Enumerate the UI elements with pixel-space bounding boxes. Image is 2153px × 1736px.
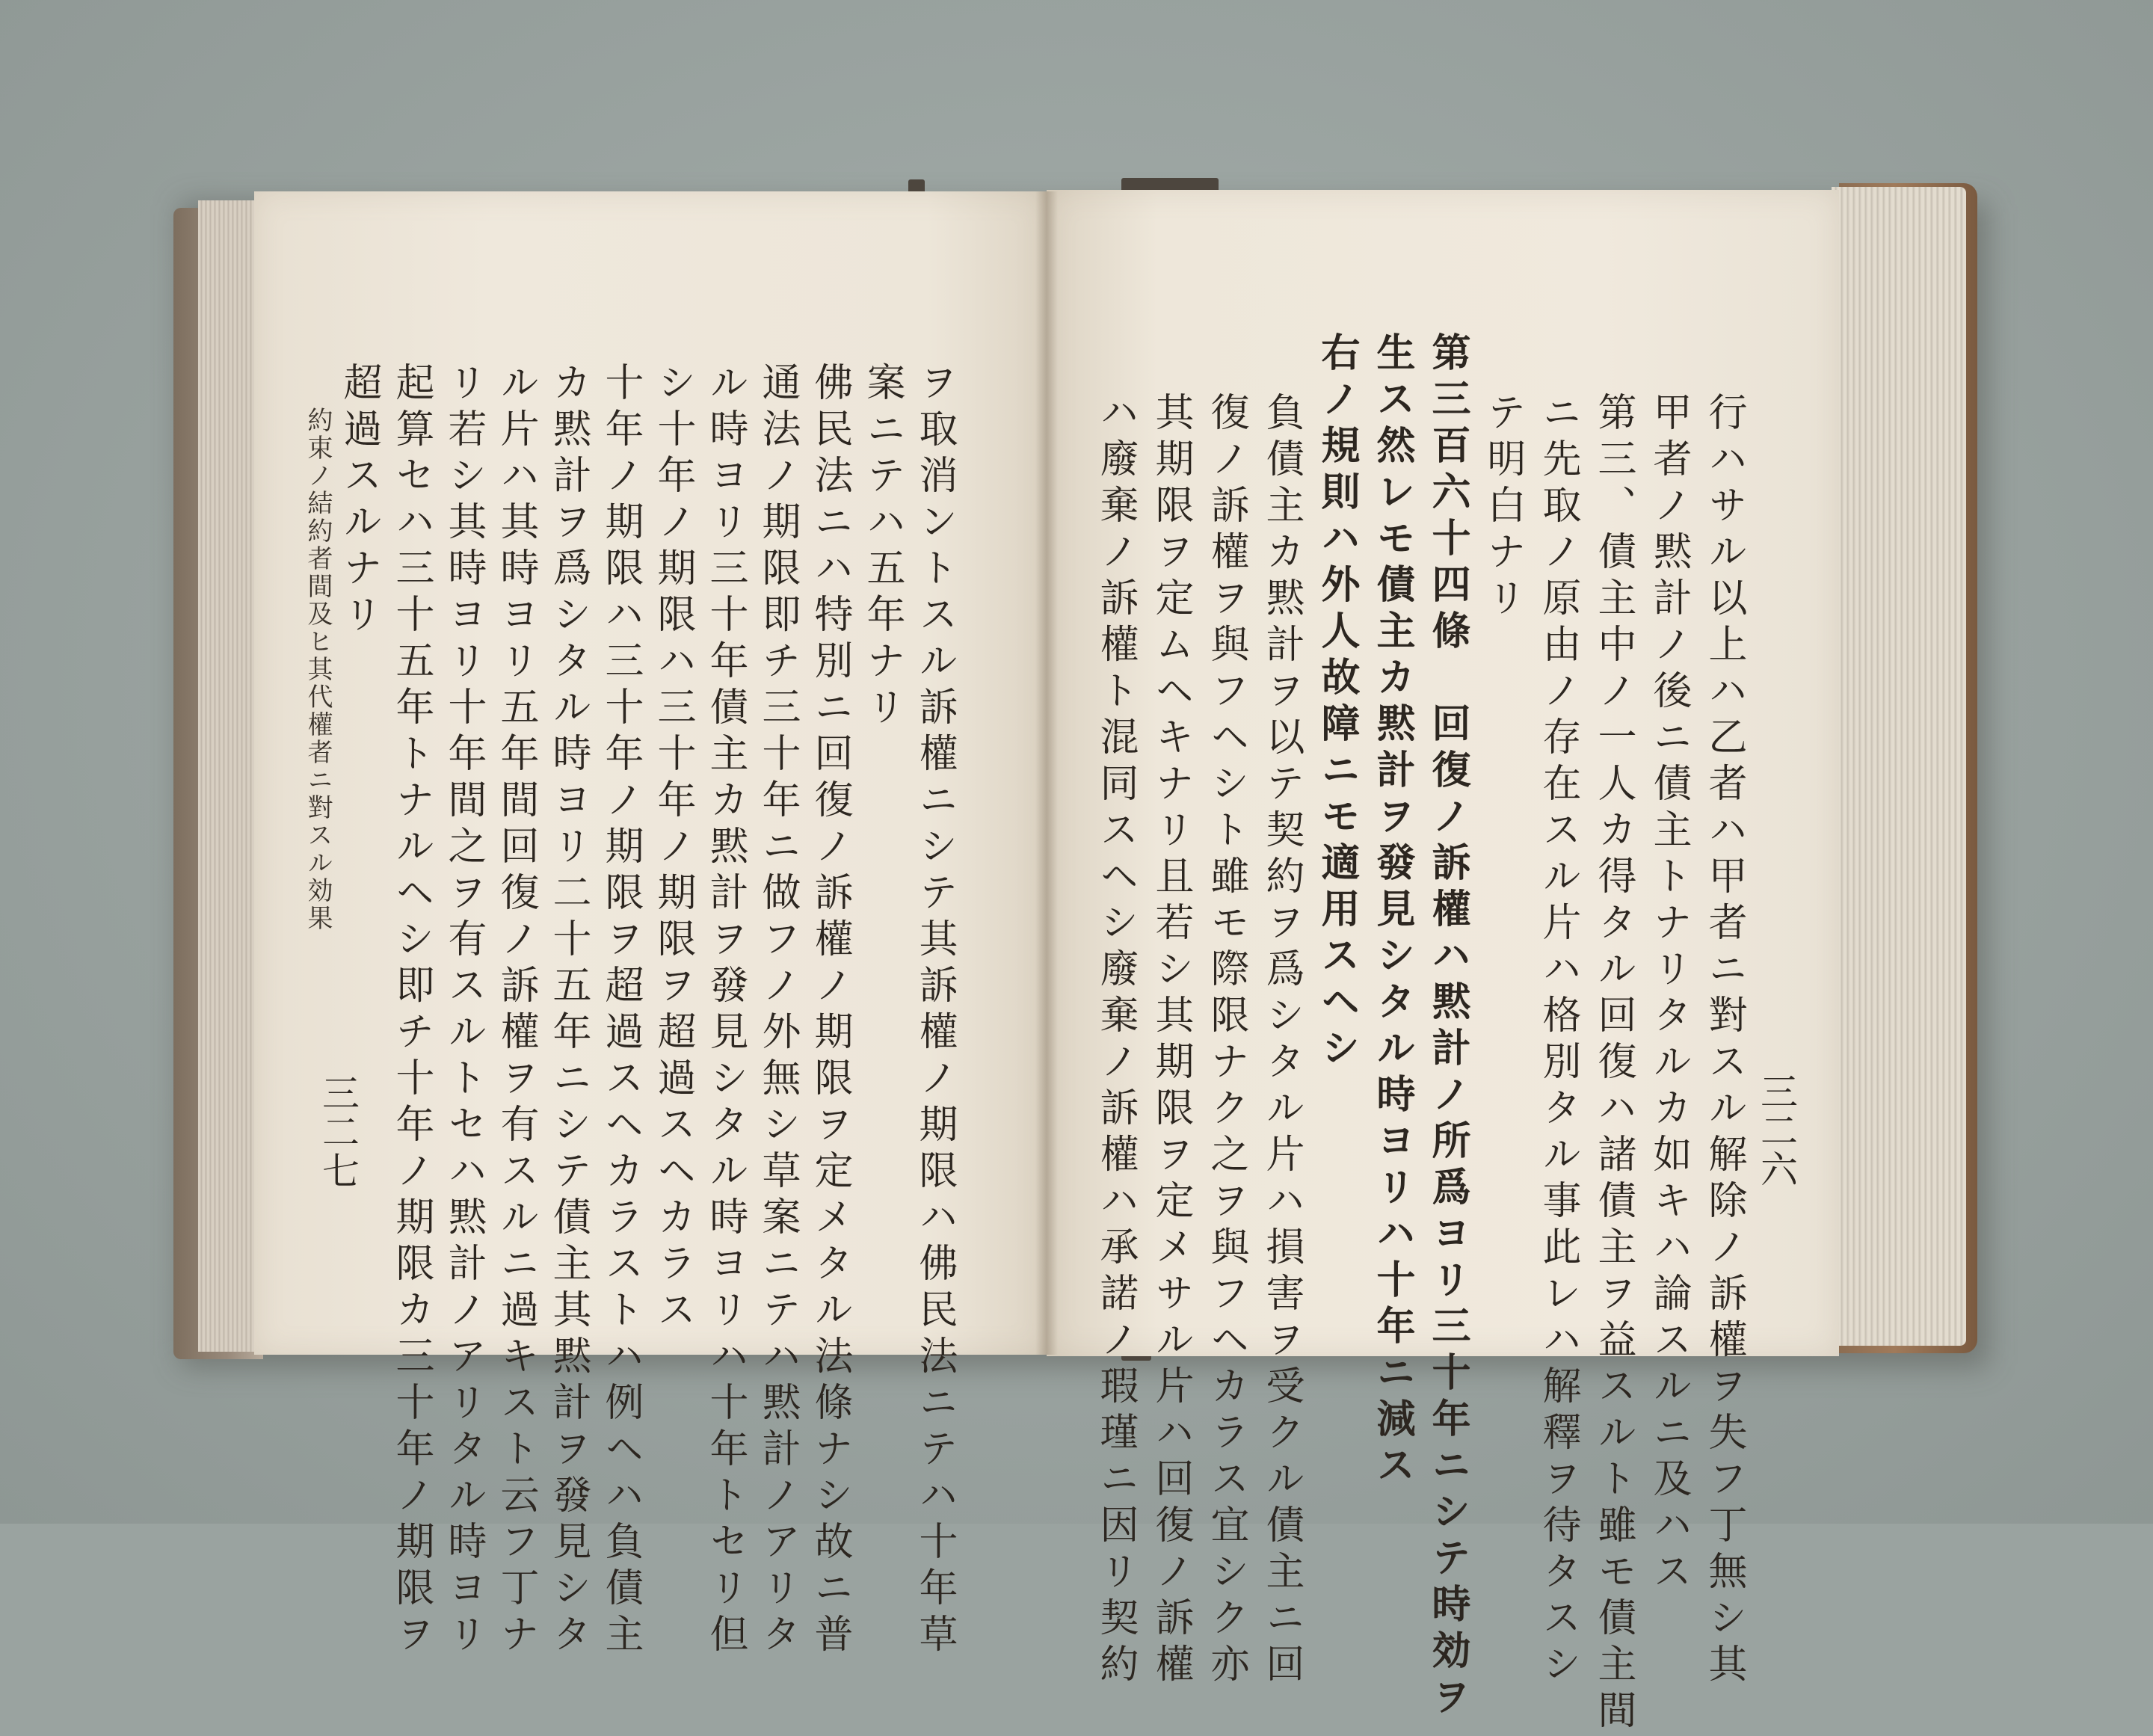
- running-head: 約束ノ結約者間及ヒ其代權者ニ對スル効果: [303, 407, 333, 932]
- text-column: 第三、債主中ノ一人カ得タル回復ハ諸債主ヲ益スルト雖モ債主間: [1591, 392, 1636, 1736]
- text-column: ヲ取消ントスル訴權ニシテ其訴權ノ期限ハ佛民法ニテハ十年草: [912, 362, 957, 1660]
- article-text: 右ノ規則ハ外人故障ニモ適用スヘシ: [1314, 332, 1360, 1074]
- right-page: [1047, 190, 1839, 1736]
- text-column: ニ先取ノ原由ノ存在スル片ハ格別タル事此レハ解釋ヲ待タスシ: [1536, 392, 1580, 1690]
- text-column: ハ廢棄ノ訴權ト混同スヘシ廢棄ノ訴權ハ承諾ノ瑕瑾ニ因リ契約: [1093, 392, 1138, 1690]
- text-column: 其期限ヲ定ムヘキナリ且若シ其期限ヲ定メサル片ハ回復ノ訴權: [1148, 392, 1193, 1690]
- left-page: [254, 191, 1047, 1660]
- text-column: テ明白ナリ: [1480, 392, 1525, 624]
- article-heading: 第三百六十四條 回復ノ訴權ハ黙計ノ所爲ヨリ三十年ニシテ時効ヲ: [1425, 332, 1470, 1723]
- text-column: 案ニテハ五年ナリ: [860, 362, 905, 733]
- text-column: リ若シ其時ヨリ十年間之ヲ有スルトセハ黙計ノアリタル時ヨリ: [441, 362, 486, 1660]
- page-number: 三二六: [1755, 1072, 1798, 1189]
- text-column: 通法ノ期限即チ三十年ニ做フノ外無シ草案ニテハ黙計ノアリタ: [755, 362, 800, 1660]
- text-column: 負債主カ黙計ヲ以テ契約ヲ爲シタル片ハ損害ヲ受クル債主ニ回: [1259, 392, 1304, 1690]
- text-column: 起算セハ三十五年トナルヘシ即チ十年ノ期限カ三十年ノ期限ヲ: [389, 362, 434, 1660]
- text-column: 復ノ訴權ヲ與フヘシト雖モ際限ナク之ヲ與フヘカラス宜シク亦: [1204, 392, 1248, 1690]
- text-column: ル時ヨリ三十年債主カ黙計ヲ發見シタル時ヨリハ十年トセリ但: [703, 362, 748, 1660]
- article-text: 生ス然レモ債主カ黙計ヲ發見シタル時ヨリハ十年ニ減ス: [1370, 332, 1415, 1491]
- text-column: 佛民法ニハ特別ニ回復ノ訴權ノ期限ヲ定メタル法條ナシ故ニ普: [807, 362, 852, 1660]
- text-column: 行ハサル以上ハ乙者ハ甲者ニ對スル解除ノ訴權ヲ失フ丁無シ其: [1701, 392, 1746, 1690]
- text-column: 甲者ノ黙計ノ後ニ債主トナリタルカ如キハ論スルニ及ハス: [1646, 392, 1691, 1597]
- text-column: ル片ハ其時ヨリ五年間回復ノ訴權ヲ有スルニ過キスト云フ丁ナ: [493, 362, 538, 1660]
- text-column: 十年ノ期限ハ三十年ノ期限ヲ超過スヘカラストハ例ヘハ負債主: [598, 362, 643, 1660]
- book-gutter: [1035, 191, 1058, 1355]
- page-edges-right: [1832, 187, 1966, 1346]
- text-column: カ黙計ヲ爲シタル時ヨリ二十五年ニシテ債主其黙計ヲ發見シタ: [546, 362, 591, 1660]
- page-number: 三二七: [316, 1074, 360, 1190]
- text-column: シ十年ノ期限ハ三十年ノ期限ヲ超過スヘカラス: [650, 362, 695, 1335]
- text-column: 超過スルナリ: [336, 362, 381, 640]
